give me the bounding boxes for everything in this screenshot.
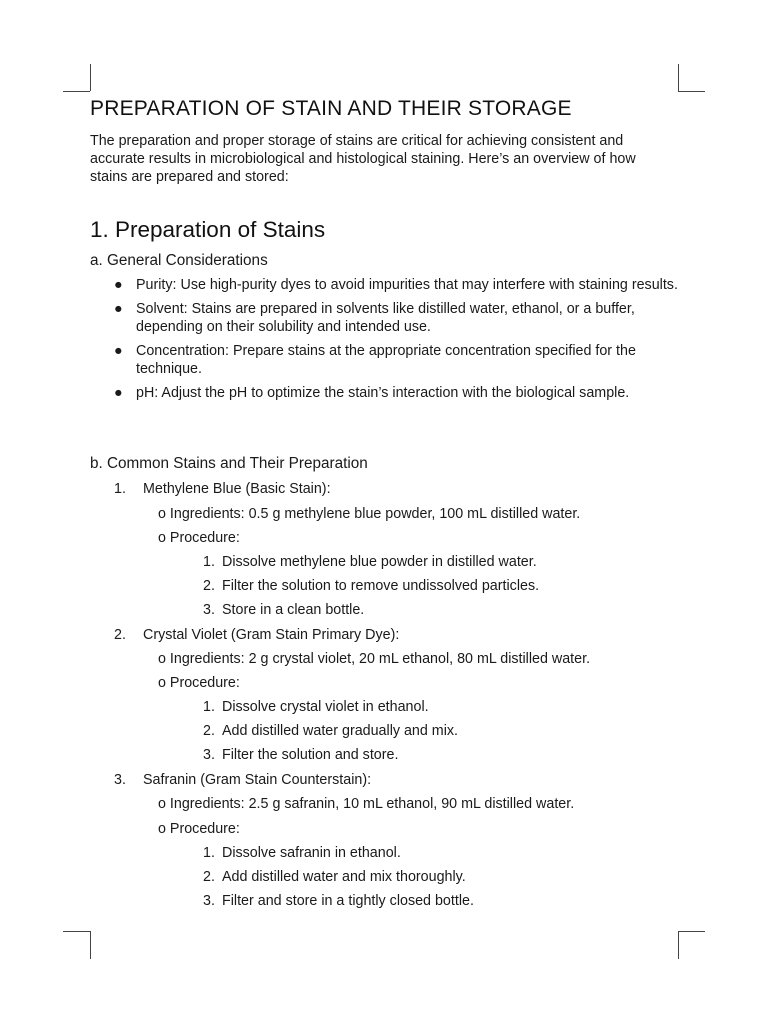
bullet-text: Purity: Use high-purity dyes to avoid impurities that may interfere with staining results. (136, 277, 678, 293)
stain-name: Safranin (Gram Stain Counterstain): (143, 772, 372, 788)
stain-procedure-label: o Procedure: (158, 821, 240, 837)
step-number: 2. (203, 578, 215, 594)
bullet-list (90, 276, 680, 407)
crop-mark-top-left-h (63, 91, 90, 92)
procedure-step: Dissolve safranin in ethanol. (222, 845, 401, 861)
bullet-icon: ● (114, 277, 123, 293)
stain-ingredients: o Ingredients: 2.5 g safranin, 10 mL ethanol, 90 mL distilled water. (158, 796, 575, 812)
subsection-heading-general: a. General Considerations (90, 252, 268, 269)
step-number: 3. (203, 747, 215, 763)
intro-paragraph: The preparation and proper storage of stains are critical for achieving consistent and accurate results in microbiological and histological staining. Here’s an overview of how stains are prepared and stored: (90, 133, 636, 185)
bullet-icon: ● (114, 300, 123, 317)
crop-mark-top-right-h (678, 91, 705, 92)
stain-procedure-label: o Procedure: (158, 675, 240, 691)
bullet-icon: ● (114, 384, 123, 401)
bullet-text: Solvent: Stains are prepared in solvents like distilled water, ethanol, or a buffer, depending on their solubility and intended use. (136, 300, 635, 335)
step-number: 1. (203, 845, 215, 861)
procedure-step: Filter the solution and store. (222, 747, 399, 763)
crop-mark-bottom-left-h (63, 931, 90, 932)
section-heading: 1. Preparation of Stains (90, 217, 326, 242)
page-title: PREPARATION OF STAIN AND THEIR STORAGE (90, 97, 572, 120)
bullet-text: pH: Adjust the pH to optimize the stain’s interaction with the biological sample. (136, 384, 630, 401)
step-number: 1. (203, 554, 215, 570)
stain-number: 1. (114, 481, 126, 497)
procedure-step: Dissolve crystal violet in ethanol. (222, 699, 429, 715)
stain-ingredients: o Ingredients: 2 g crystal violet, 20 mL ethanol, 80 mL distilled water. (158, 651, 591, 667)
procedure-step: Store in a clean bottle. (222, 602, 365, 618)
stain-name: Methylene Blue (Basic Stain): (143, 481, 331, 497)
bullet-item (90, 342, 680, 379)
subsection-heading-common-stains: b. Common Stains and Their Preparation (90, 455, 368, 472)
crop-mark-bottom-right-h (678, 931, 705, 932)
stain-procedure-label: o Procedure: (158, 530, 240, 546)
step-number: 2. (203, 869, 215, 885)
crop-mark-top-left-v (90, 64, 91, 91)
crop-mark-bottom-left-v (90, 931, 91, 959)
procedure-step: Filter the solution to remove undissolved particles. (222, 578, 540, 594)
step-number: 2. (203, 723, 215, 739)
crop-mark-top-right-v (678, 64, 679, 91)
stain-name: Crystal Violet (Gram Stain Primary Dye): (143, 627, 400, 643)
stain-number: 3. (114, 772, 126, 788)
step-number: 1. (203, 699, 215, 715)
crop-mark-bottom-right-v (678, 931, 679, 959)
bullet-icon: ● (114, 342, 123, 359)
procedure-step: Add distilled water gradually and mix. (222, 723, 459, 739)
step-number: 3. (203, 602, 215, 618)
procedure-step: Add distilled water and mix thoroughly. (222, 869, 466, 885)
stain-number: 2. (114, 627, 126, 643)
procedure-step: Dissolve methylene blue powder in distilled water. (222, 554, 537, 570)
bullet-item (90, 300, 680, 337)
stain-ingredients: o Ingredients: 0.5 g methylene blue powder, 100 mL distilled water. (158, 506, 581, 522)
bullet-item (90, 276, 680, 295)
step-number: 3. (203, 893, 215, 909)
procedure-step: Filter and store in a tightly closed bottle. (222, 893, 474, 909)
bullet-item (90, 384, 680, 403)
bullet-text: Concentration: Prepare stains at the appropriate concentration specified for the technique. (136, 342, 636, 377)
